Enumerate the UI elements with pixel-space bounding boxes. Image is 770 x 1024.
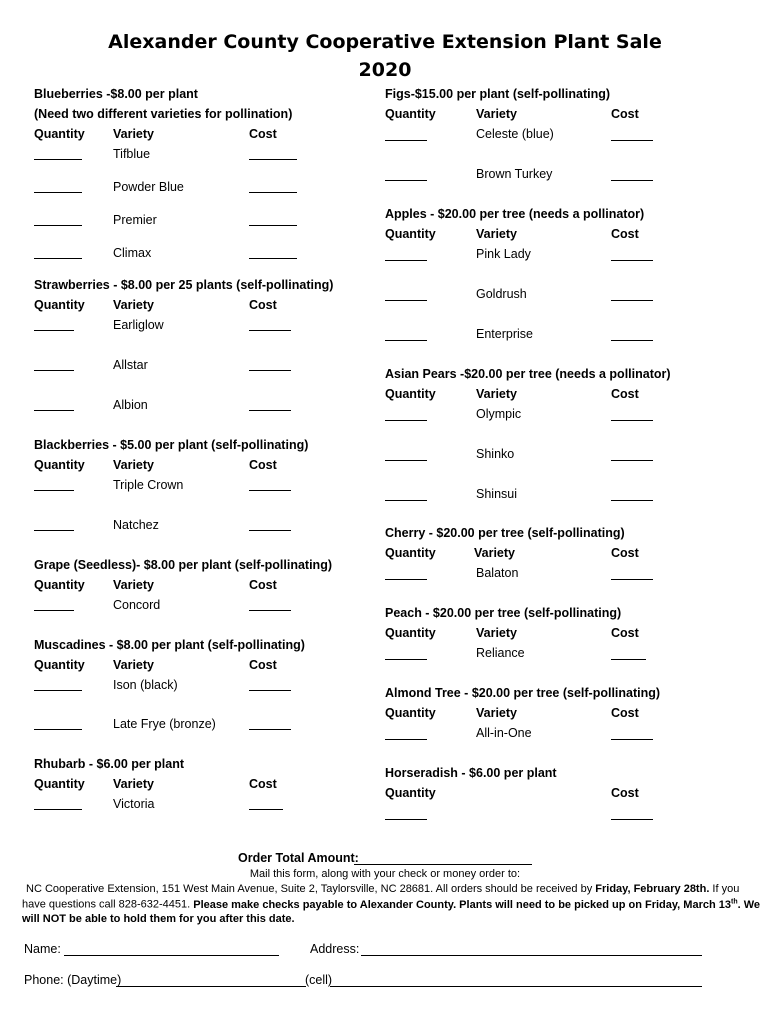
quantity-field[interactable] xyxy=(34,330,74,331)
quantity-header: Quantity xyxy=(34,127,85,141)
quantity-field[interactable] xyxy=(34,410,74,411)
quantity-field[interactable] xyxy=(385,500,427,501)
cost-field[interactable] xyxy=(611,819,653,820)
cost-header: Cost xyxy=(611,626,639,640)
quantity-header: Quantity xyxy=(385,107,436,121)
variety-name: Goldrush xyxy=(476,287,527,301)
quantity-field[interactable] xyxy=(385,260,427,261)
section-heading: Grape (Seedless)- $8.00 per plant (self-pollinating) xyxy=(34,558,332,572)
address-if-you: If you xyxy=(709,883,740,895)
cost-field[interactable] xyxy=(611,460,653,461)
section-heading: Cherry - $20.00 per tree (self-pollinating) xyxy=(385,526,625,540)
quantity-field[interactable] xyxy=(34,690,82,691)
variety-name: Albion xyxy=(113,398,148,412)
cost-header: Cost xyxy=(249,777,277,791)
quantity-field[interactable] xyxy=(34,809,82,810)
quantity-field[interactable] xyxy=(34,258,82,259)
quantity-header: Quantity xyxy=(385,546,436,560)
quantity-field[interactable] xyxy=(385,579,427,580)
cost-header: Cost xyxy=(249,658,277,672)
quantity-header: Quantity xyxy=(385,227,436,241)
variety-header: Variety xyxy=(476,706,518,720)
quantity-header: Quantity xyxy=(385,786,436,800)
phone-cell-label: (cell) xyxy=(305,973,333,987)
quantity-header: Quantity xyxy=(385,387,436,401)
quantity-field[interactable] xyxy=(385,819,427,820)
cost-header: Cost xyxy=(611,706,639,720)
phone-text: have questions call 828-632-4451. xyxy=(22,898,194,911)
cost-field[interactable] xyxy=(249,330,291,331)
cost-field[interactable] xyxy=(249,159,297,160)
variety-header: Variety xyxy=(113,127,155,141)
address-line xyxy=(26,883,739,895)
variety-name: Triple Crown xyxy=(113,478,184,492)
cost-field[interactable] xyxy=(611,739,653,740)
quantity-field[interactable] xyxy=(34,490,74,491)
cost-field[interactable] xyxy=(611,140,653,141)
order-total-field[interactable] xyxy=(354,864,532,865)
cost-field[interactable] xyxy=(249,192,297,193)
variety-name: Tifblue xyxy=(113,147,151,161)
variety-name: All-in-One xyxy=(476,726,532,740)
variety-header: Variety xyxy=(113,578,155,592)
variety-name: Ison (black) xyxy=(113,678,178,692)
section-heading: Muscadines - $8.00 per plant (self-pollinating) xyxy=(34,638,305,652)
variety-header: Variety xyxy=(476,227,518,241)
phone-daytime-label: Phone: (Daytime) xyxy=(24,973,122,987)
cost-field[interactable] xyxy=(249,410,291,411)
deadline-date: Friday, February 28th. xyxy=(595,883,710,895)
variety-name: Natchez xyxy=(113,518,159,532)
cost-field[interactable] xyxy=(249,490,291,491)
quantity-field[interactable] xyxy=(34,610,74,611)
name-field[interactable] xyxy=(64,955,279,956)
section-heading: Strawberries - $8.00 per 25 plants (self-pollinating) xyxy=(34,278,334,292)
variety-name: Allstar xyxy=(113,358,148,372)
quantity-field[interactable] xyxy=(34,225,82,226)
address-text: NC Cooperative Extension, 151 West Main Avenue, Suite 2, Taylorsville, NC 28681. All orders should be received by xyxy=(26,883,596,895)
variety-name: Balaton xyxy=(476,566,519,580)
quantity-field[interactable] xyxy=(385,420,427,421)
variety-name: Late Frye (bronze) xyxy=(113,717,216,731)
cost-field[interactable] xyxy=(611,340,653,341)
cost-field[interactable] xyxy=(611,500,653,501)
variety-name: Premier xyxy=(113,213,157,227)
quantity-header: Quantity xyxy=(385,706,436,720)
variety-name: Brown Turkey xyxy=(476,167,553,181)
variety-header: Variety xyxy=(113,298,155,312)
variety-name: Powder Blue xyxy=(113,180,184,194)
address-label: Address: xyxy=(310,942,360,956)
pickup-superscript: th xyxy=(730,898,738,905)
variety-name: Earliglow xyxy=(113,318,164,332)
quantity-field[interactable] xyxy=(34,159,82,160)
section-heading: Rhubarb - $6.00 per plant xyxy=(34,757,185,771)
cost-header: Cost xyxy=(249,298,277,312)
cost-field[interactable] xyxy=(249,530,291,531)
section-heading: Asian Pears -$20.00 per tree (needs a pollinator) xyxy=(385,367,671,381)
variety-name: Victoria xyxy=(113,797,155,811)
quantity-field[interactable] xyxy=(385,460,427,461)
cost-header: Cost xyxy=(611,387,639,401)
cost-field[interactable] xyxy=(249,729,291,730)
order-total-label: Order Total Amount: xyxy=(238,851,359,865)
quantity-field[interactable] xyxy=(385,340,427,341)
variety-name: Shinko xyxy=(476,447,515,461)
variety-name: Enterprise xyxy=(476,327,533,341)
variety-header: Variety xyxy=(113,658,155,672)
quantity-header: Quantity xyxy=(34,658,85,672)
page-year: 2020 xyxy=(358,59,412,81)
mail-instructions: Mail this form, along with your check or money order to: xyxy=(249,868,521,880)
quantity-field[interactable] xyxy=(34,729,82,730)
cost-field[interactable] xyxy=(611,659,646,660)
section-heading: Horseradish - $6.00 per plant xyxy=(385,766,557,780)
section-heading: Figs-$15.00 per plant (self-pollinating) xyxy=(385,87,611,101)
variety-name: Olympic xyxy=(476,407,522,421)
cost-field[interactable] xyxy=(249,258,297,259)
variety-header: Variety xyxy=(474,546,516,560)
quantity-header: Quantity xyxy=(34,578,85,592)
questions-line xyxy=(22,898,760,911)
quantity-field[interactable] xyxy=(385,300,427,301)
quantity-field[interactable] xyxy=(34,530,74,531)
payment-pickup-text: Please make checks payable to Alexander County. Plants will need to be picked up on Friday, March 13 xyxy=(193,898,731,911)
variety-header: Variety xyxy=(476,107,518,121)
cost-header: Cost xyxy=(611,107,639,121)
section-heading: Almond Tree - $20.00 per tree (self-pollinating) xyxy=(385,686,661,700)
quantity-field[interactable] xyxy=(34,370,74,371)
variety-header: Variety xyxy=(476,387,518,401)
quantity-field[interactable] xyxy=(385,659,427,660)
page-title: Alexander County Cooperative Extension Plant Sale xyxy=(108,31,662,53)
phone-daytime-field[interactable] xyxy=(116,986,306,987)
cost-header: Cost xyxy=(611,786,639,800)
variety-header: Variety xyxy=(113,777,155,791)
cost-header: Cost xyxy=(249,458,277,472)
variety-name: Concord xyxy=(113,598,161,612)
section-heading: Apples - $20.00 per tree (needs a pollinator) xyxy=(385,207,645,221)
section-heading: Blueberries -$8.00 per plant xyxy=(34,87,198,101)
variety-name: Celeste (blue) xyxy=(476,127,554,141)
quantity-header: Quantity xyxy=(385,626,436,640)
section-subheading: (Need two different varieties for pollination) xyxy=(34,107,293,121)
cost-field[interactable] xyxy=(249,225,297,226)
cost-field[interactable] xyxy=(611,420,653,421)
variety-name: Pink Lady xyxy=(476,247,531,261)
variety-header: Variety xyxy=(113,458,155,472)
quantity-field[interactable] xyxy=(34,192,82,193)
quantity-field[interactable] xyxy=(385,140,427,141)
address-field[interactable] xyxy=(361,955,702,956)
variety-name: Climax xyxy=(113,246,152,260)
pickup-end-text: . We xyxy=(737,898,761,911)
variety-name: Reliance xyxy=(476,646,525,660)
cost-field[interactable] xyxy=(249,690,291,691)
cost-field[interactable] xyxy=(249,610,291,611)
quantity-field[interactable] xyxy=(385,739,427,740)
section-heading: Blackberries - $5.00 per plant (self-pollinating) xyxy=(34,438,309,452)
cost-field[interactable] xyxy=(611,579,653,580)
cost-header: Cost xyxy=(249,578,277,592)
cost-field[interactable] xyxy=(611,300,653,301)
cost-field[interactable] xyxy=(611,180,653,181)
cost-field[interactable] xyxy=(249,370,291,371)
section-heading: Peach - $20.00 per tree (self-pollinating) xyxy=(385,606,622,620)
variety-header: Variety xyxy=(476,626,518,640)
cost-field[interactable] xyxy=(249,809,283,810)
cost-header: Cost xyxy=(611,227,639,241)
cost-header: Cost xyxy=(249,127,277,141)
hold-notice: will NOT be able to hold them for you after this date. xyxy=(22,913,295,925)
quantity-field[interactable] xyxy=(385,180,427,181)
quantity-header: Quantity xyxy=(34,458,85,472)
variety-name: Shinsui xyxy=(476,487,517,501)
quantity-header: Quantity xyxy=(34,298,85,312)
name-label: Name: xyxy=(24,942,61,956)
cost-header: Cost xyxy=(611,546,639,560)
quantity-header: Quantity xyxy=(34,777,85,791)
phone-cell-field[interactable] xyxy=(330,986,702,987)
cost-field[interactable] xyxy=(611,260,653,261)
